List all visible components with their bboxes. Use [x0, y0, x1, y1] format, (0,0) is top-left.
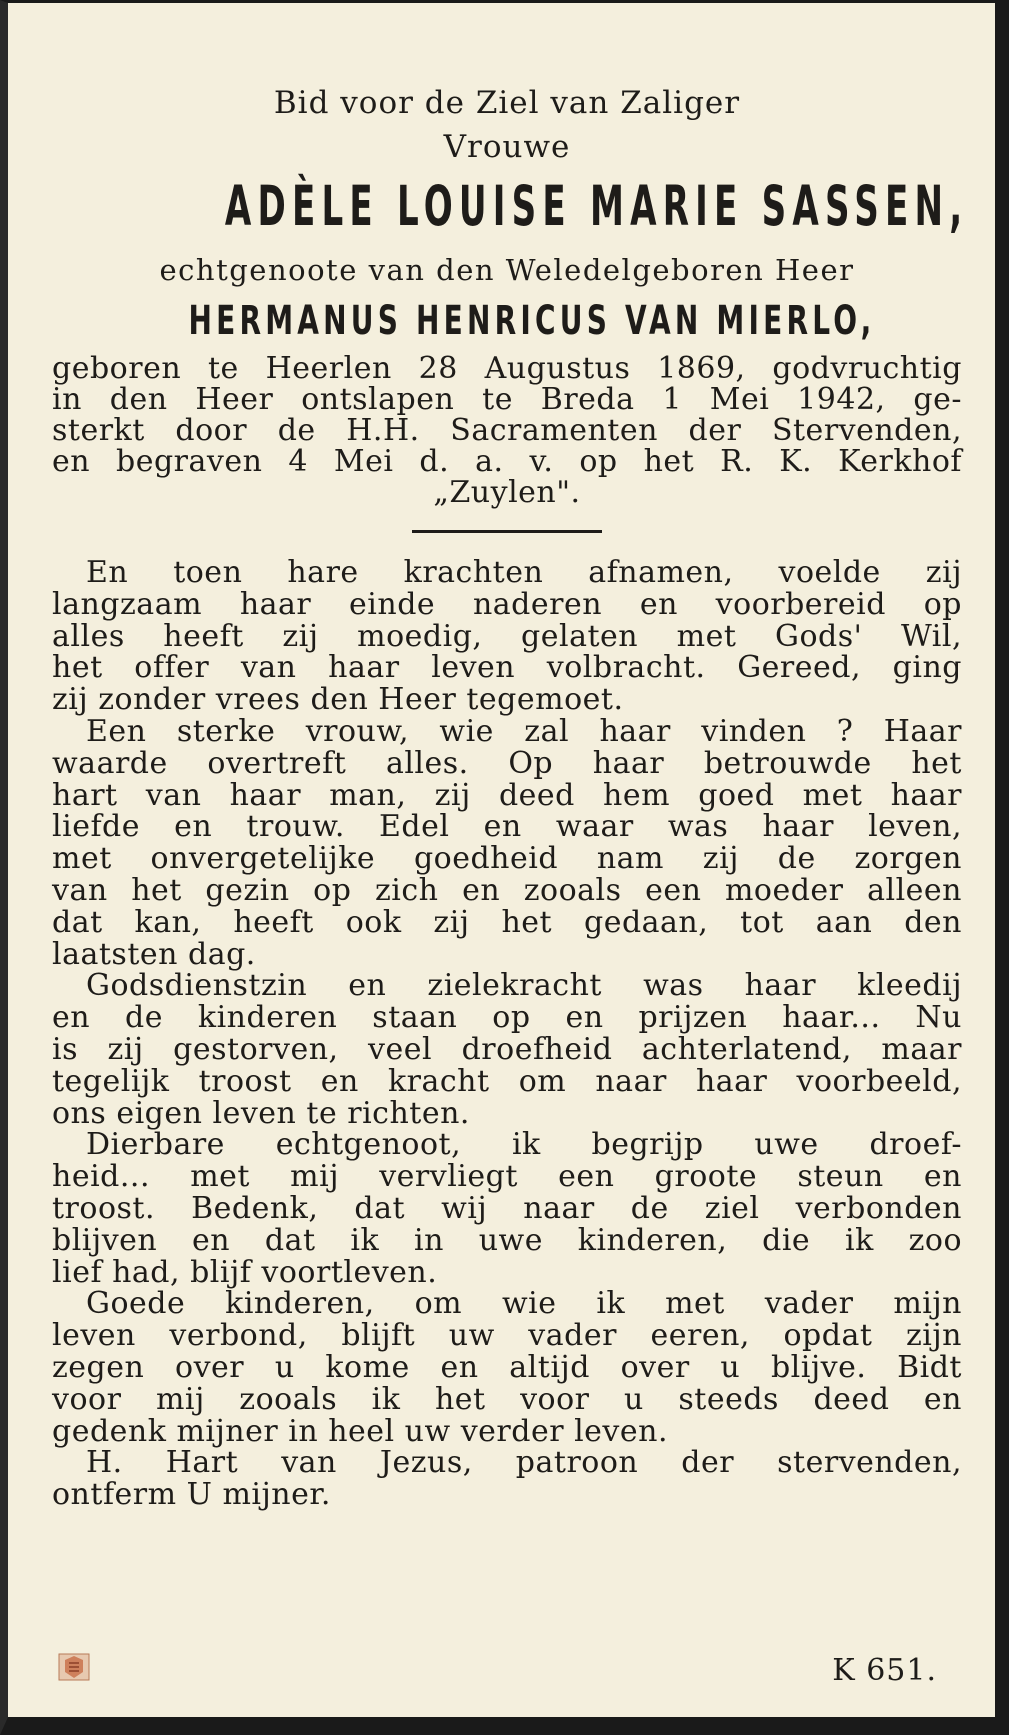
life-details-line: in den Heer ontslapen te Breda 1 Mei 1942, ge-	[52, 382, 962, 417]
text-line: hart van haar man, zij deed hem goed met haar	[52, 777, 962, 813]
text-line: Een sterke vrouw, wie zal haar vinden ? Haar	[86, 713, 962, 749]
text-line: heid... met mij vervliegt een groote steun en	[52, 1159, 962, 1195]
life-details-line: geboren te Heerlen 28 Augustus 1869, godvruchtig	[52, 351, 962, 386]
life-details-line: sterkt door de H.H. Sacramenten der Stervenden,	[52, 413, 962, 448]
paragraph-4	[52, 1129, 962, 1288]
paragraph-3	[52, 970, 962, 1129]
text-line: Dierbare echtgenoot, ik begrijp uwe droef-	[86, 1127, 962, 1163]
text-line: alles heeft zij moedig, gelaten met Gods' Wil,	[52, 618, 962, 654]
text-line: Godsdienstzin en zielekracht was haar kleedij	[86, 968, 962, 1004]
spouse-name: HERMANUS HENRICUS VAN MIERLO,	[188, 298, 876, 344]
prayer-heading: Bid voor de Ziel van Zaliger	[273, 85, 741, 121]
text-line: langzaam haar einde naderen en voorbereid op	[52, 586, 962, 622]
paragraph-2	[52, 713, 962, 972]
text-line: voor mij zooals ik het voor u steeds deed en	[52, 1381, 962, 1417]
paragraph-6	[52, 1447, 962, 1511]
text-line: van het gezin op zich en zooals een moeder alleen	[52, 872, 962, 908]
text-line: gedenk mijner in heel uw verder leven.	[52, 1413, 668, 1449]
card-content	[52, 81, 969, 1513]
text-line: ontferm U mijner.	[52, 1477, 331, 1513]
text-line: dat kan, heeft ook zij het gedaan, tot aan den	[52, 904, 962, 940]
life-details-line: en begraven 4 Mei d. a. v. op het R. K. Kerkhof	[52, 444, 962, 479]
text-line: waarde overtreft alles. Op haar betrouwde het	[52, 745, 962, 781]
text-line: met onvergetelijke goedheid nam zij de zorgen	[52, 841, 962, 877]
text-line: lief had, blijf voortleven.	[52, 1254, 438, 1290]
text-line: zegen over u kome en altijd over u blijve. Bidt	[52, 1349, 962, 1385]
text-line: leven verbond, blijft uw vader eeren, opdat zijn	[52, 1318, 962, 1354]
paragraph-1	[52, 557, 962, 716]
divider-line	[412, 530, 602, 533]
card-reference-number: K 651.	[832, 1653, 937, 1688]
archive-stamp-icon	[57, 1650, 91, 1684]
text-line: H. Hart van Jezus, patroon der stervenden,	[86, 1445, 962, 1481]
text-line: troost. Bedenk, dat wij naar de ziel verbonden	[52, 1190, 962, 1226]
text-line: zij zonder vrees den Heer tegemoet.	[52, 682, 624, 718]
text-line: tegelijk troost en kracht om naar haar voorbeeld,	[52, 1063, 962, 1099]
text-line: En toen hare krachten afnamen, voelde zij	[86, 555, 962, 590]
text-line: en de kinderen staan op en prijzen haar... Nu	[52, 1000, 962, 1036]
text-line: het offer van haar leven volbracht. Gereed, ging	[52, 650, 962, 686]
text-line: liefde en trouw. Edel en waar was haar leven,	[52, 809, 962, 845]
text-line: Goede kinderen, om wie ik met vader mijn	[86, 1286, 962, 1322]
text-line: blijven en dat ik in uwe kinderen, die ik zoo	[52, 1222, 962, 1258]
text-line: is zij gestorven, veel droefheid achterlatend, maar	[52, 1031, 962, 1067]
text-line: ons eigen leven te richten.	[52, 1095, 470, 1131]
life-details	[52, 353, 962, 508]
text-line: laatsten dag.	[52, 936, 256, 972]
deceased-name: ADÈLE LOUISE MARIE SASSEN,	[224, 174, 969, 238]
cemetery-name: „Zuylen".	[433, 475, 581, 510]
paragraph-5	[52, 1288, 962, 1447]
spouse-intro: echtgenoote van den Weledelgeboren Heer	[159, 253, 855, 287]
title-vrouwe: Vrouwe	[443, 129, 571, 165]
